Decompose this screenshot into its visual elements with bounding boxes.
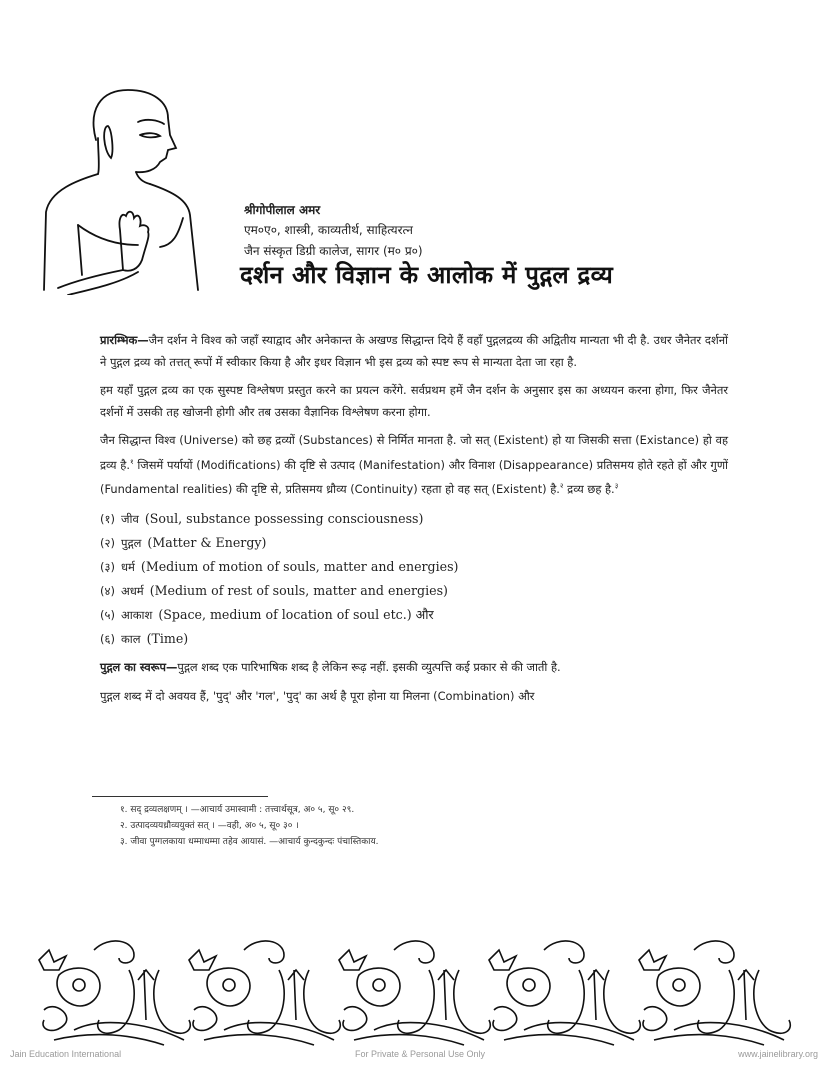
author-degrees: एम०ए०, शास्त्री, काव्यतीर्थ, साहित्यरत्न (244, 223, 413, 237)
footnote-2: २. उत्पादव्ययध्रौव्ययुक्तं सत् । —वही, अ० ५, सू० ३० । (120, 821, 299, 831)
footer-website-link[interactable]: www.jainelibrary.org (738, 1049, 818, 1059)
article-body (100, 330, 728, 714)
section-lead-intro: प्रारम्भिक— (100, 333, 149, 347)
footnote-divider (92, 796, 268, 797)
footnote-ref-2[interactable]: २ (559, 481, 564, 490)
author-affiliation: जैन संस्कृत डिग्री कालेज, सागर (म० प्र०) (244, 244, 423, 258)
ornamental-floral-border (34, 930, 794, 1048)
list-item: (३) धर्म (Medium of motion of souls, matter and energies) (100, 559, 459, 575)
footnote-1: १. सद् द्रव्यलक्षणम् । —आचार्य उमास्वामी : तत्त्वार्थसूत्र, अ० ५, सू० २९. (120, 805, 355, 815)
section-lead-pudgal: पुद्गल का स्वरूप— (100, 660, 178, 675)
paragraph-intro: प्रारम्भिक—जैन दर्शन ने विश्व को जहाँ स्याद्वाद और अनेकान्त के अखण्ड सिद्धान्त दिये हैं वहाँ पुद्गलद्रव्य की अद्वितीय मान्यता भी दी है. उधर जैनेतर दर्शनों ने पुद्गल द्रव्य को तत्तत् रूपों में स्वीकार किया है और इधर विज्ञान भी इस द्रव्य को स्पष्ट रूप से मान्यता देता जा रहा है. (100, 333, 728, 369)
list-item: (६) काल (Time) (100, 631, 189, 647)
monk-illustration (38, 40, 208, 295)
author-name: श्रीगोपीलाल अमर (244, 203, 321, 217)
footnote-ref-1[interactable]: १ (129, 457, 134, 466)
paragraph-substances: जैन सिद्धान्त विश्व (Universe) को छह द्रव्यों (Substances) से निर्मित मानता है. जो सत् (Existent) हो या जिसकी सत्ता (Existance) हो वह द्रव्य है.$^१$ जिसमें पर्यायों (Modifications) की दृष्टि से उत्पाद (Manifestation) और विनाश (Disappearance) प्रतिसमय होते रहते हों और गुणों (Fundamental realities) की दृष्टि से, प्रतिसमय ध्रौव्य (Continuity) रहता हो वह सत् (Existent) है.$^२$ द्रव्य छह है.$^३$ (100, 433, 729, 496)
list-item: (२) पुद्गल (Matter & Energy) (100, 535, 267, 551)
footnote-ref-3[interactable]: ३ (614, 481, 619, 490)
author-block (244, 200, 423, 262)
list-item: (५) आकाश (Space, medium of location of soul etc.) और (100, 607, 434, 623)
paragraph-pudgal-nature: पुद्गल का स्वरूप—पुद्गल शब्द एक पारिभाषिक शब्द है लेकिन रूढ़ नहीं. इसकी व्युत्पत्ति कई प्रकार से की जाती है. (100, 660, 561, 675)
footnote-3: ३. जीवा पुग्गलकाया धम्माधम्मा तहेव आयासं. —आचार्य कुन्दकुन्दः पंचास्तिकाय. (120, 837, 379, 847)
footer-publisher: Jain Education International (10, 1049, 122, 1059)
paragraph-approach: हम यहाँ पुद्गल द्रव्य का एक सुस्पष्ट विश्लेषण प्रस्तुत करने का प्रयत्न करेंगे. सर्वप्रथम हमें जैन दर्शन के अनुसार इस का अध्ययन करना होगा, फिर जैनेतर दर्शनों में उसकी तह खोजनी होगी और तब उसका वैज्ञानिक विश्लेषण करना होगा. (100, 383, 728, 419)
article-title: दर्शन और विज्ञान के आलोक में पुद्गल द्रव्य (240, 261, 614, 289)
substances-list (100, 507, 728, 651)
list-item: (४) अधर्म (Medium of rest of souls, matter and energies) (100, 583, 448, 599)
footer-usage-note: For Private & Personal Use Only (355, 1049, 486, 1059)
footnotes (120, 802, 379, 850)
paragraph-etymology: पुद्गल शब्द में दो अवयव हैं, 'पुद्' और 'गल', 'पुद्' का अर्थ है पूरा होना या मिलना (Combination) और (100, 688, 535, 703)
list-item: (१) जीव (Soul, substance possessing consciousness) (100, 511, 424, 527)
